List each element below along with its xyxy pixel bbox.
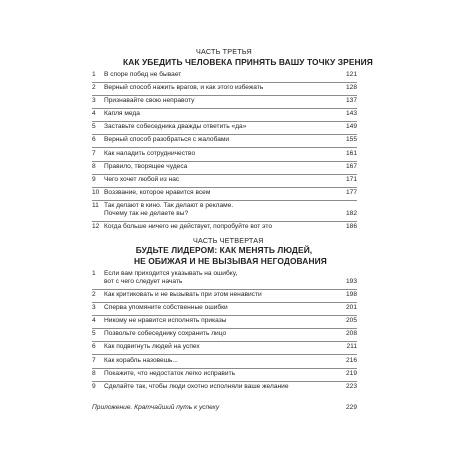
- toc-entry-title-line1: Так делают в кино. Так делают в рекламе.: [104, 202, 234, 209]
- toc-entry-page: 143: [345, 110, 357, 117]
- toc-entry-number: 7: [92, 150, 96, 157]
- part4-title-line1: БУДЬТЕ ЛИДЕРОМ: КАК МЕНЯТЬ ЛЮДЕЙ,: [135, 245, 313, 255]
- toc-entry-title: Покажите, что недостаток легко исправить: [104, 370, 236, 377]
- toc-entry-page: 201: [345, 304, 357, 311]
- toc-entry-number: 6: [92, 136, 96, 143]
- toc-divider: [92, 121, 357, 122]
- toc-entry-number: 7: [92, 357, 96, 364]
- toc-divider: [92, 82, 357, 83]
- toc-divider: [92, 328, 357, 329]
- toc-entry-page: 216: [345, 357, 357, 364]
- toc-entry-page: 137: [345, 97, 357, 104]
- toc-divider: [92, 200, 357, 201]
- toc-entry-number: 5: [92, 123, 96, 130]
- toc-divider: [92, 221, 357, 222]
- part3-label: ЧАСТЬ ТРЕТЬЯ: [196, 47, 252, 56]
- toc-entry-number: 2: [92, 84, 96, 91]
- toc-entry-number: 3: [92, 97, 96, 104]
- toc-entry-title: Воззвание, которое нравится всем: [104, 189, 211, 196]
- toc-entry-title: [104, 270, 322, 286]
- toc-entry-title-line2: Почему так не делаете вы?: [104, 210, 189, 218]
- toc-entry-page: 219: [345, 370, 357, 377]
- toc-divider: [92, 302, 357, 303]
- toc-entry-page: 208: [345, 330, 357, 337]
- toc-entry-page: 171: [345, 176, 357, 183]
- toc-divider: [92, 381, 357, 382]
- toc-entry-number: 1: [92, 71, 96, 78]
- part4-title-line2: НЕ ОБИЖАЯ И НЕ ВЫЗЫВАЯ НЕГОДОВАНИЯ: [134, 255, 327, 266]
- toc-entry-page: 186: [345, 223, 357, 230]
- toc-entry-page: 223: [345, 383, 357, 390]
- toc-entry-title: Чего хочет любой из нас: [104, 176, 180, 183]
- toc-entry-page: 177: [345, 189, 357, 196]
- toc-divider: [92, 134, 357, 135]
- toc-entry-number: 11: [92, 202, 99, 209]
- toc-entry-title: Никому не нравится исполнять приказы: [104, 317, 227, 324]
- toc-entry-number: 9: [92, 383, 96, 390]
- toc-entry-title: Позвольте собеседнику сохранить лицо: [104, 330, 227, 337]
- toc-entry-number: 8: [92, 163, 96, 170]
- toc-entry-title: Правило, творящее чудеса: [104, 163, 188, 170]
- appendix-page: 229: [345, 404, 357, 411]
- toc-entry-number: 4: [92, 317, 96, 324]
- toc-entry-page: 205: [345, 317, 357, 324]
- toc-entry-number: 10: [92, 189, 100, 196]
- toc-entry-title: Когда больше ничего не действует, попробуйте вот это: [104, 223, 272, 230]
- toc-entry-page: 155: [345, 136, 357, 143]
- toc-entry-number: 4: [92, 110, 96, 117]
- toc-entry[interactable]: [92, 202, 357, 220]
- toc-entry-page: 167: [345, 163, 357, 170]
- toc-divider: [92, 354, 357, 355]
- toc-entry-page: 193: [345, 278, 357, 286]
- toc-entry-title: Как подвигнуть людей на успех: [104, 343, 200, 350]
- toc-entry-number: 2: [92, 291, 96, 298]
- toc-divider: [92, 108, 357, 109]
- toc-entry-title: Признавайте свою неправоту: [104, 97, 195, 104]
- toc-entry-number: 6: [92, 343, 96, 350]
- toc-entry[interactable]: [92, 270, 357, 288]
- toc-entry-title: Как критиковать и не вызывать при этом ненависти: [104, 291, 262, 298]
- toc-entry-number: 3: [92, 304, 96, 311]
- toc-entry-title: Сделайте так, чтобы люди охотно исполняли ваше желание: [104, 383, 289, 390]
- toc-entry-page: 128: [345, 84, 357, 91]
- toc-entry-title: [104, 202, 322, 218]
- toc-entry-page: 198: [345, 291, 357, 298]
- toc-divider: [92, 161, 357, 162]
- toc-divider: [92, 95, 357, 96]
- toc-entry-title: В споре побед не бывает: [104, 71, 182, 78]
- toc-entry-title: Верный способ нажить врагов, и как этого избежать: [104, 84, 264, 91]
- toc-divider: [92, 187, 357, 188]
- toc-divider: [92, 289, 357, 290]
- toc-divider: [92, 341, 357, 342]
- toc-entry-number: 8: [92, 370, 96, 377]
- part4-label: ЧАСТЬ ЧЕТВЕРТАЯ: [193, 236, 264, 245]
- toc-entry-title: Как корабль назовешь...: [104, 357, 178, 364]
- toc-entry-page: 161: [345, 150, 357, 157]
- part4-title: [134, 245, 327, 266]
- toc-entry-title-line1: Если вам приходится указывать на ошибку,: [104, 270, 238, 277]
- toc-divider: [92, 147, 357, 148]
- toc-entry-number: 12: [92, 223, 100, 230]
- toc-entry-number: 1: [92, 270, 96, 277]
- toc-entry-page: 149: [345, 123, 357, 130]
- toc-entry-title: Как наладить сотрудничество: [104, 150, 196, 157]
- toc-entry-page: 211: [346, 343, 357, 350]
- toc-divider: [92, 315, 357, 316]
- toc-entry-page: 182: [345, 210, 357, 218]
- toc-entry-title: Капля меда: [104, 110, 140, 117]
- toc-entry-title: Сперва упомяните собственные ошибки: [104, 304, 228, 311]
- toc-entry-title: Заставьте собеседника дважды ответить «да»: [104, 123, 247, 130]
- toc-entry-title: Верный способ разобраться с жалобами: [104, 136, 230, 143]
- toc-entry-number: 5: [92, 330, 96, 337]
- appendix-title[interactable]: Приложение. Кратчайший путь к успеху: [92, 404, 220, 411]
- toc-entry-title-line2: вот с чего следует начать: [104, 278, 183, 286]
- toc-entry-number: 9: [92, 176, 96, 183]
- toc-divider: [92, 174, 357, 175]
- toc-entry-page: 121: [345, 71, 357, 78]
- toc-divider: [92, 368, 357, 369]
- part3-title: КАК УБЕДИТЬ ЧЕЛОВЕКА ПРИНЯТЬ ВАШУ ТОЧКУ ЗРЕНИЯ: [123, 57, 373, 67]
